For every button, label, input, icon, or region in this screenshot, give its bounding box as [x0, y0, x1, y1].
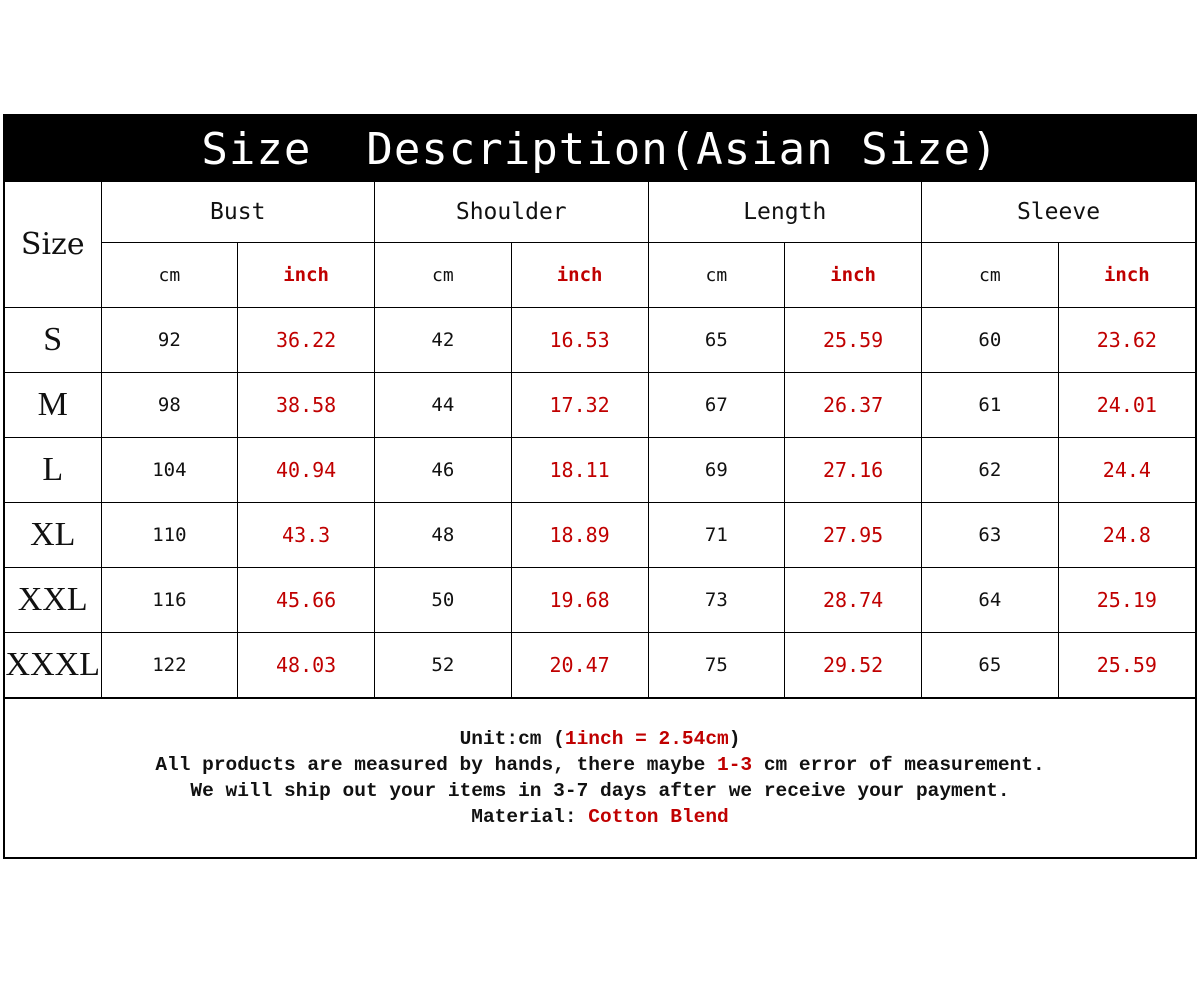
value-inch: 18.11: [511, 438, 648, 503]
unit-conversion: 1inch = 2.54cm: [564, 728, 729, 750]
size-chart: [3, 114, 1197, 859]
value-cm: 98: [101, 373, 238, 438]
value-cm: 60: [922, 308, 1059, 373]
value-inch: 28.74: [785, 568, 922, 633]
material-value: Cotton Blend: [588, 806, 729, 828]
value-cm: 42: [375, 308, 512, 373]
unit-cm-header: cm: [375, 243, 512, 308]
value-inch: 24.4: [1058, 438, 1195, 503]
table-row: [5, 308, 1195, 373]
table-row: [5, 373, 1195, 438]
value-inch: 16.53: [511, 308, 648, 373]
size-table: [5, 182, 1195, 698]
value-cm: 52: [375, 633, 512, 698]
value-inch: 18.89: [511, 503, 648, 568]
value-cm: 110: [101, 503, 238, 568]
size-column-header: Size: [5, 182, 101, 308]
shipping-note: We will ship out your items in 3-7 days after we receive your payment.: [190, 780, 1010, 802]
unit-inch-header: inch: [238, 243, 375, 308]
bust-header: Bust: [101, 182, 375, 243]
unit-cm-header: cm: [648, 243, 785, 308]
value-cm: 65: [922, 633, 1059, 698]
unit-inch-header: inch: [785, 243, 922, 308]
value-inch: 20.47: [511, 633, 648, 698]
size-label: S: [5, 308, 101, 373]
unit-note: [460, 726, 741, 752]
value-cm: 48: [375, 503, 512, 568]
value-inch: 45.66: [238, 568, 375, 633]
unit-note-close: ): [728, 728, 741, 750]
value-inch: 17.32: [511, 373, 648, 438]
unit-inch-header: inch: [1058, 243, 1195, 308]
table-row: [5, 438, 1195, 503]
value-cm: 69: [648, 438, 785, 503]
measurement-note-text: All products are measured by hands, there maybe: [155, 754, 718, 776]
unit-cm-header: cm: [101, 243, 238, 308]
value-inch: 26.37: [785, 373, 922, 438]
value-cm: 73: [648, 568, 785, 633]
material-label: Material:: [471, 806, 589, 828]
value-cm: 67: [648, 373, 785, 438]
unit-cm-header: cm: [922, 243, 1059, 308]
shoulder-header: Shoulder: [375, 182, 649, 243]
measurement-note-tail: cm error of measurement.: [752, 754, 1045, 776]
size-label: M: [5, 373, 101, 438]
value-inch: 19.68: [511, 568, 648, 633]
value-inch: 27.95: [785, 503, 922, 568]
value-cm: 46: [375, 438, 512, 503]
value-inch: 23.62: [1058, 308, 1195, 373]
value-inch: 48.03: [238, 633, 375, 698]
value-cm: 61: [922, 373, 1059, 438]
value-inch: 40.94: [238, 438, 375, 503]
value-cm: 122: [101, 633, 238, 698]
value-cm: 65: [648, 308, 785, 373]
value-inch: 25.59: [785, 308, 922, 373]
value-inch: 27.16: [785, 438, 922, 503]
value-inch: 25.59: [1058, 633, 1195, 698]
value-cm: 104: [101, 438, 238, 503]
size-label: XXL: [5, 568, 101, 633]
size-label: XL: [5, 503, 101, 568]
size-label: L: [5, 438, 101, 503]
value-cm: 64: [922, 568, 1059, 633]
value-inch: 43.3: [238, 503, 375, 568]
value-cm: 44: [375, 373, 512, 438]
value-inch: 25.19: [1058, 568, 1195, 633]
unit-note-text: Unit:cm (: [459, 728, 565, 750]
value-cm: 50: [375, 568, 512, 633]
value-cm: 71: [648, 503, 785, 568]
value-inch: 38.58: [238, 373, 375, 438]
value-cm: 116: [101, 568, 238, 633]
length-header: Length: [648, 182, 922, 243]
value-inch: 24.01: [1058, 373, 1195, 438]
material-note: [471, 804, 728, 830]
value-inch: 36.22: [238, 308, 375, 373]
table-row: [5, 568, 1195, 633]
value-cm: 75: [648, 633, 785, 698]
chart-title: Size Description(Asian Size): [5, 116, 1195, 182]
value-inch: 29.52: [785, 633, 922, 698]
measurement-note: [155, 752, 1044, 778]
value-inch: 24.8: [1058, 503, 1195, 568]
notes-section: [5, 698, 1195, 857]
value-cm: 62: [922, 438, 1059, 503]
unit-inch-header: inch: [511, 243, 648, 308]
sleeve-header: Sleeve: [922, 182, 1196, 243]
table-row: [5, 633, 1195, 698]
error-range: 1-3: [717, 754, 753, 776]
value-cm: 92: [101, 308, 238, 373]
value-cm: 63: [922, 503, 1059, 568]
size-label: XXXL: [5, 633, 101, 698]
table-row: [5, 503, 1195, 568]
